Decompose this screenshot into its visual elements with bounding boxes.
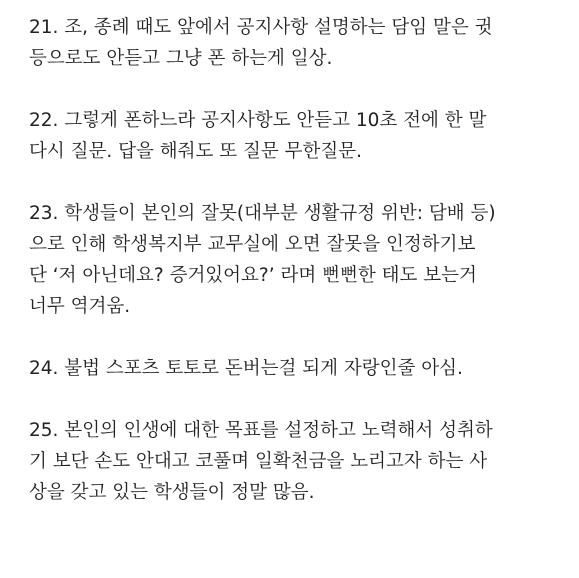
paragraph-25	[29, 415, 569, 508]
paragraph-22	[29, 105, 569, 167]
text-line: 24. 불법 스포츠 토토로 돈버는걸 되게 자랑인줄 아심.	[29, 358, 463, 379]
text-line: 21. 조, 종례 때도 앞에서 공지사항 설명하는 담임 말은 귓	[29, 17, 493, 38]
text-line: 상을 갖고 있는 학생들이 정말 많음.	[29, 482, 315, 503]
text-line: 너무 역겨움.	[29, 296, 131, 317]
text-line: 단 ‘저 아닌데요? 증거있어요?’ 라며 뻔뻔한 태도 보는거	[29, 265, 477, 286]
text-line: 기 보단 손도 안대고 코풀며 일확천금을 노리고자 하는 사	[29, 451, 488, 472]
text-line: 25. 본인의 인생에 대한 목표를 설정하고 노력해서 성취하	[29, 420, 493, 441]
text-line: 으로 인해 학생복지부 교무실에 오면 잘못을 인정하기보	[29, 234, 476, 255]
paragraph-21	[29, 12, 569, 74]
text-line: 22. 그렇게 폰하느라 공지사항도 안듣고 10초 전에 한 말	[29, 110, 487, 131]
document-body	[29, 12, 569, 508]
text-line: 23. 학생들이 본인의 잘못(대부분 생활규정 위반: 담배 등)	[29, 203, 496, 224]
paragraph-24	[29, 353, 569, 384]
paragraph-23	[29, 198, 569, 322]
text-line: 다시 질문. 답을 해줘도 또 질문 무한질문.	[29, 141, 362, 162]
text-line: 등으로도 안듣고 그냥 폰 하는게 일상.	[29, 48, 333, 69]
